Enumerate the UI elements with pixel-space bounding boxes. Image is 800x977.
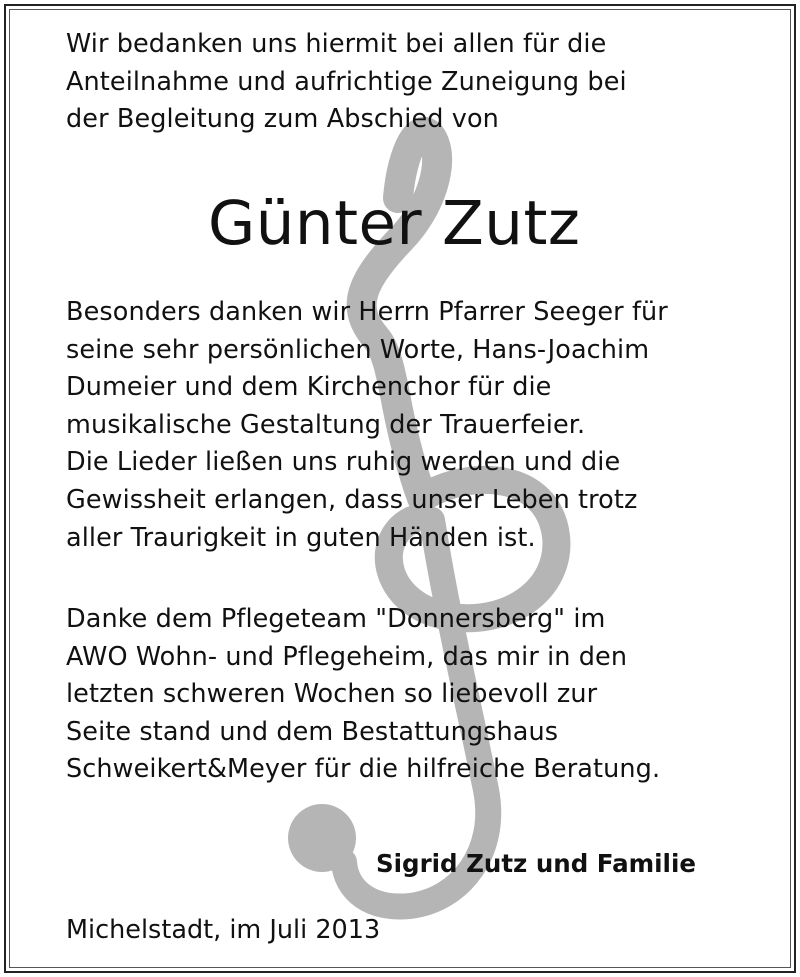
thanks-line: Danke dem Pflegeteam "Donnersberg" im xyxy=(66,604,606,634)
thanks-line: Gewissheit erlangen, dass unser Leben trotz xyxy=(66,484,638,515)
thanks-line: Schweikert&Meyer für die hilfreiche Beratung. xyxy=(66,754,661,785)
intro-line: der Begleitung zum Abschied von xyxy=(66,104,499,135)
thanks-line: Die Lieder ließen uns ruhig werden und die xyxy=(66,447,621,478)
thanks-line: Seite stand und dem Bestattungshaus xyxy=(66,716,559,747)
thanks-line: Dumeier und dem Kirchenchor für die xyxy=(66,372,552,403)
thanks-line: Besonders danken wir Herrn Pfarrer Seeger für xyxy=(66,297,668,327)
thanks-line: aller Traurigkeit in guten Händen ist. xyxy=(66,522,536,553)
thanks-paragraph-1 xyxy=(66,294,668,557)
thanks-line: seine sehr persönlichen Worte, Hans-Joachim xyxy=(66,334,650,365)
deceased-name: Günter Zutz xyxy=(208,188,581,259)
intro-line: Anteilnahme und aufrichtige Zuneigung bei xyxy=(66,66,627,97)
thanks-line: letzten schweren Wochen so liebevoll zur xyxy=(66,679,598,710)
intro-line: Wir bedanken uns hiermit bei allen für die xyxy=(66,29,607,59)
place-date: Michelstadt, im Juli 2013 xyxy=(66,915,381,945)
thanks-line: AWO Wohn- und Pflegeheim, das mir in den xyxy=(66,641,628,672)
thanks-paragraph-2 xyxy=(66,601,660,789)
intro-paragraph xyxy=(66,26,627,139)
thanks-line: musikalische Gestaltung der Trauerfeier. xyxy=(66,409,586,440)
signature: Sigrid Zutz und Familie xyxy=(376,849,696,878)
